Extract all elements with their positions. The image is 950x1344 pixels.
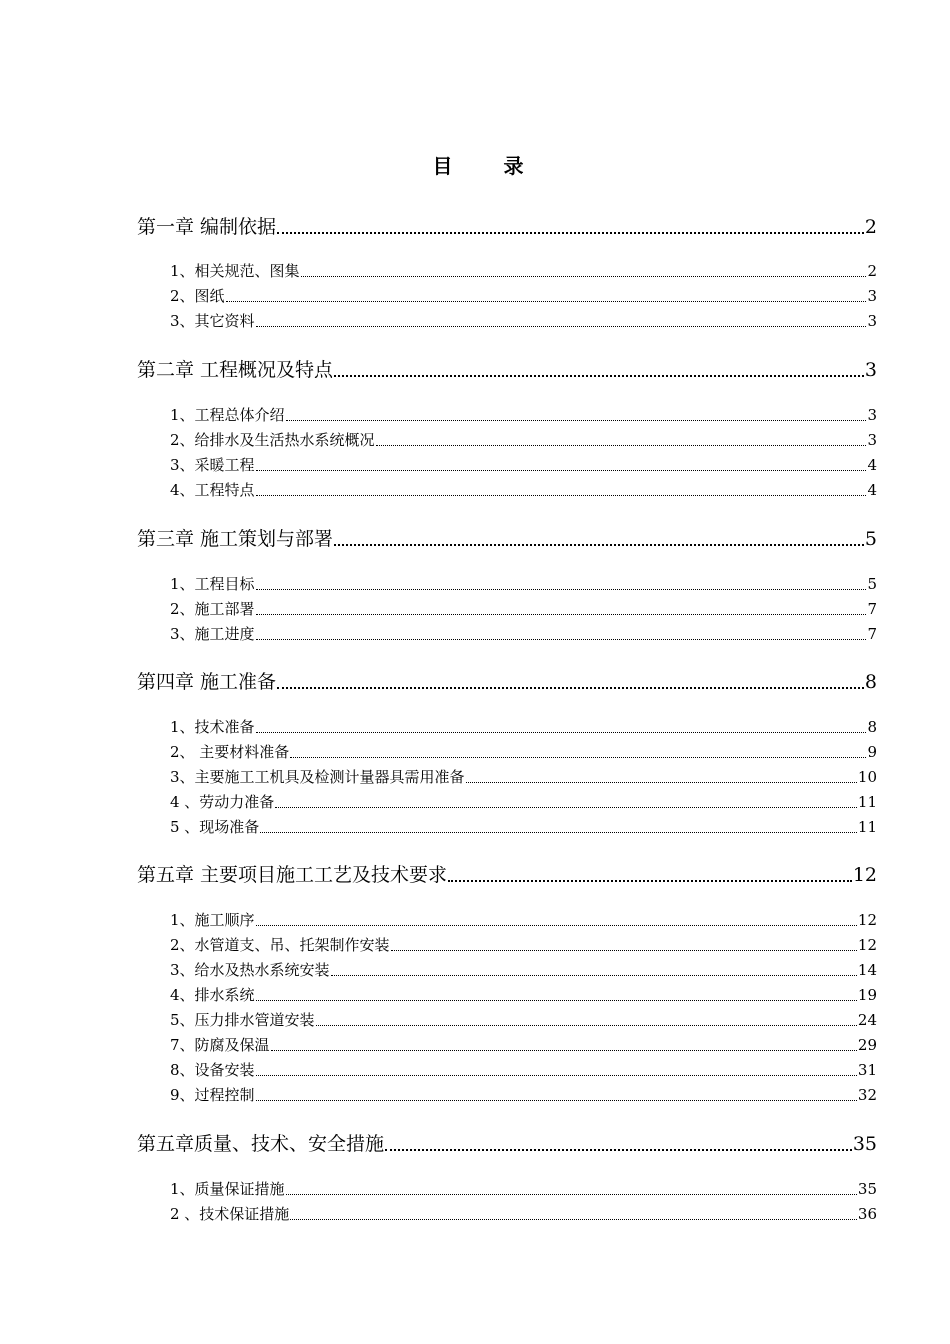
toc-item[interactable] [170,1203,877,1224]
toc-item[interactable] [170,573,877,594]
toc-title: 目 录 [432,154,546,178]
toc-page-number: 3 [867,431,877,449]
toc-item[interactable] [170,816,877,837]
toc-item-label: 2、 主要材料准备 [170,743,290,761]
toc-item[interactable] [170,1059,877,1080]
toc-chapter[interactable] [137,212,877,239]
toc-item-label: 2、给排水及生活热水系统概况 [170,431,375,449]
toc-page-number: 10 [857,768,877,786]
toc-item[interactable] [170,934,877,955]
toc-page-number: 35 [857,1180,877,1198]
toc-item[interactable] [170,454,877,475]
toc-chapter[interactable] [137,355,877,382]
dot-leader [256,495,867,496]
dot-leader [275,807,857,808]
toc-item[interactable] [170,285,877,306]
toc-item-label: 1、质量保证措施 [170,1180,285,1198]
dot-leader [256,614,867,615]
toc-page-number: 11 [857,793,877,811]
toc-item[interactable] [170,479,877,500]
toc-page-number: 7 [867,600,877,618]
dot-leader [334,375,864,377]
toc-chapter-label: 第五章质量、技术、安全措施 [137,1133,385,1155]
toc-item[interactable] [170,741,877,762]
toc-item[interactable] [170,1034,877,1055]
dot-leader [277,232,864,234]
toc-item[interactable] [170,716,877,737]
toc-item[interactable] [170,766,877,787]
toc-page-number: 4 [867,456,877,474]
toc-chapter[interactable] [137,524,877,551]
toc-item-label: 2、水管道支、吊、托架制作安装 [170,936,390,954]
toc-item-label: 1、技术准备 [170,718,255,736]
toc-page-number: 3 [867,312,877,330]
toc-page-number: 11 [857,818,877,836]
toc-page-number: 3 [864,359,877,381]
toc-item[interactable] [170,623,877,644]
toc-item-label: 3、施工进度 [170,625,255,643]
toc-item[interactable] [170,959,877,980]
toc-chapter-label: 第四章 施工准备 [137,671,277,693]
dot-leader [256,1000,857,1001]
dot-leader [376,445,867,446]
toc-item-label: 3、给水及热水系统安装 [170,961,330,979]
toc-item-label: 9、过程控制 [170,1086,255,1104]
dot-leader [290,757,866,758]
dot-leader [334,544,864,546]
toc-item-label: 1、工程目标 [170,575,255,593]
toc-chapter-label: 第三章 施工策划与部署 [137,528,334,550]
toc-item[interactable] [170,1178,877,1199]
dot-leader [391,950,857,951]
toc-page-number: 2 [867,262,877,280]
toc-page-number: 24 [857,1011,877,1029]
toc-item[interactable] [170,598,877,619]
toc-item-label: 2、图纸 [170,287,225,305]
toc-page-number: 5 [864,528,877,550]
toc-item-label: 2 、技术保证措施 [170,1205,290,1223]
toc-page-number: 5 [867,575,877,593]
toc-item-label: 1、施工顺序 [170,911,255,929]
dot-leader [256,639,867,640]
dot-leader [385,1149,852,1151]
dot-leader [448,880,852,882]
toc-item[interactable] [170,1084,877,1105]
toc-item-label: 4、工程特点 [170,481,255,499]
dot-leader [256,925,857,926]
toc-page-number: 12 [857,911,877,929]
toc-item[interactable] [170,310,877,331]
toc-page-number: 36 [857,1205,877,1223]
toc-item-label: 3、其它资料 [170,312,255,330]
toc-item[interactable] [170,1009,877,1030]
dot-leader [256,589,867,590]
toc-page-number: 2 [864,216,877,238]
dot-leader [256,732,867,733]
toc-chapter-label: 第一章 编制依据 [137,216,277,238]
toc-item-label: 3、采暖工程 [170,456,255,474]
toc-chapter[interactable] [137,667,877,694]
toc-page-number: 3 [867,406,877,424]
dot-leader [256,1100,857,1101]
toc-page-number: 29 [857,1036,877,1054]
toc-item[interactable] [170,791,877,812]
toc-page-number: 12 [857,936,877,954]
dot-leader [260,832,857,833]
toc-item-label: 3、主要施工工机具及检测计量器具需用准备 [170,768,465,786]
toc-page-number: 14 [857,961,877,979]
toc-item-label: 7、防腐及保温 [170,1036,270,1054]
toc-page-number: 32 [857,1086,877,1104]
toc-item-label: 5、压力排水管道安装 [170,1011,315,1029]
toc-item-label: 8、设备安装 [170,1061,255,1079]
dot-leader [226,301,867,302]
toc-page-number: 4 [867,481,877,499]
dot-leader [286,1194,857,1195]
dot-leader [271,1050,857,1051]
dot-leader [256,1075,857,1076]
toc-item-label: 5 、现场准备 [170,818,260,836]
dot-leader [301,276,867,277]
toc-item[interactable] [170,429,877,450]
toc-item-label: 4、排水系统 [170,986,255,1004]
toc-chapter-label: 第五章 主要项目施工工艺及技术要求 [137,864,448,886]
dot-leader [286,420,867,421]
toc-page-number: 8 [864,671,877,693]
toc-page-number: 9 [867,743,877,761]
dot-leader [290,1219,857,1220]
dot-leader [256,470,867,471]
toc-page-number: 19 [857,986,877,1004]
dot-leader [256,326,867,327]
toc-chapter[interactable] [137,1129,877,1156]
toc-page-number: 3 [867,287,877,305]
toc-page-number: 12 [852,864,877,886]
toc-item[interactable] [170,260,877,281]
toc-item-label: 1、工程总体介绍 [170,406,285,424]
dot-leader [331,975,857,976]
toc-item-label: 4 、劳动力准备 [170,793,275,811]
toc-item[interactable] [170,984,877,1005]
dot-leader [466,782,857,783]
toc-page-number: 7 [867,625,877,643]
toc-item[interactable] [170,909,877,930]
toc-item[interactable] [170,404,877,425]
toc-chapter-label: 第二章 工程概况及特点 [137,359,334,381]
toc-page-number: 8 [867,718,877,736]
dot-leader [316,1025,857,1026]
toc-item-label: 2、施工部署 [170,600,255,618]
toc-page-number: 31 [857,1061,877,1079]
dot-leader [277,687,864,689]
toc-page-number: 35 [852,1133,877,1155]
toc-item-label: 1、相关规范、图集 [170,262,300,280]
toc-chapter[interactable] [137,860,877,887]
